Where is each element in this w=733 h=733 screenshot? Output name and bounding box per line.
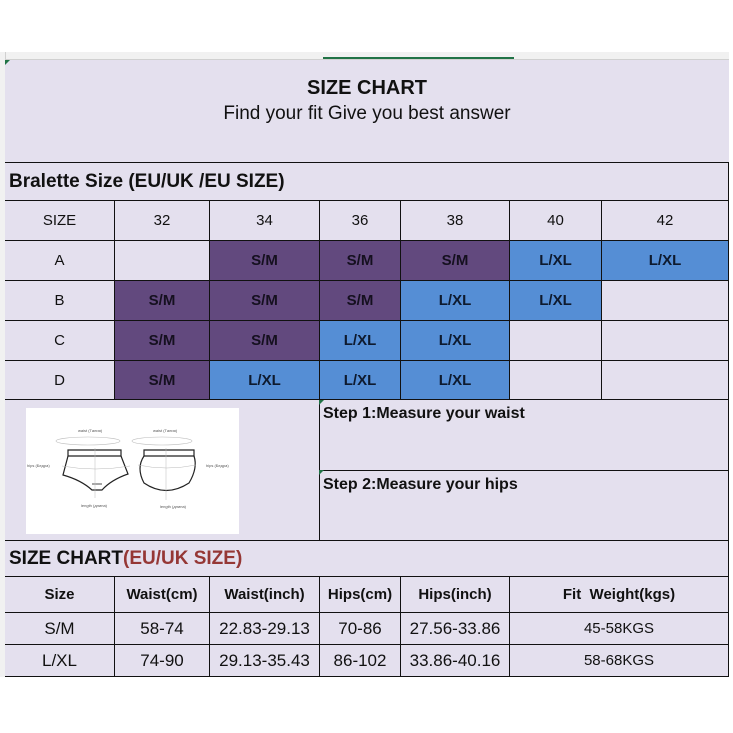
col-header-hips-cm: Hips(cm) [319,576,400,612]
table-cell: 27.56-33.86 [400,612,509,644]
length-label-left: length (длина) [81,503,108,508]
size-cell: S/M [319,280,400,320]
size-cell: L/XL [400,280,509,320]
band-36: 36 [319,200,400,240]
size-label: SIZE [5,200,114,240]
col-header-waist-cm: Waist(cm) [114,576,209,612]
size-cell: S/M [114,280,209,320]
col-header-size: Size [5,576,114,612]
size-cell: S/M [319,240,400,280]
bralette-section-title: Bralette Size (EU/UK /EU SIZE) [5,162,729,200]
table-cell: 58-74 [114,612,209,644]
size-cell [601,280,729,320]
step-2-text: Step 2:Measure your hips [319,470,729,540]
size-cell: L/XL [601,240,729,280]
hips-label-left: hips (Бедра) [27,463,50,468]
size-cell: L/XL [509,280,601,320]
length-label-right: length (длина) [160,504,187,509]
size-cell [509,360,601,400]
cell-comment-marker [319,400,324,405]
table-cell: 74-90 [114,644,209,677]
column-header-strip [5,52,729,60]
col-header-waist-inch: Waist(inch) [209,576,319,612]
measurement-diagram [26,408,239,534]
band-32: 32 [114,200,209,240]
cup-a: A [5,240,114,280]
band-38: 38 [400,200,509,240]
size-cell: S/M [114,360,209,400]
table-cell: 33.86-40.16 [400,644,509,677]
band-34: 34 [209,200,319,240]
cup-d: D [5,360,114,400]
waist-label-right: waist (Талия) [153,428,178,433]
size-chart-title-accent: (EU/UK SIZE) [123,547,243,569]
size-cell [601,320,729,360]
col-header-fit-weight: Fit Weight(kgs) [509,576,729,612]
size-cell: S/M [400,240,509,280]
cup-c: C [5,320,114,360]
selected-column-indicator [323,57,514,59]
table-cell-size: L/XL [5,644,114,677]
hips-label-right: hips (Бедра) [206,463,229,468]
table-cell: 70-86 [319,612,400,644]
size-cell: L/XL [509,240,601,280]
band-42: 42 [601,200,729,240]
page-subtitle: Find your fit Give you best answer [223,103,511,124]
band-40: 40 [509,200,601,240]
briefs-diagram-icon [26,408,239,534]
table-cell: 29.13-35.43 [209,644,319,677]
table-cell: 22.83-29.13 [209,612,319,644]
size-cell [114,240,209,280]
size-cell: L/XL [400,320,509,360]
size-cell: L/XL [209,360,319,400]
size-cell [601,360,729,400]
waist-label-left: waist (Талия) [78,428,103,433]
size-chart-section-title [5,540,729,576]
cup-b: B [5,280,114,320]
step-1-text: Step 1:Measure your waist [319,400,729,470]
cell-comment-marker [319,470,324,475]
table-cell: 45-58KGS [509,612,729,644]
size-cell [509,320,601,360]
size-cell: L/XL [319,360,400,400]
size-cell: L/XL [400,360,509,400]
size-cell: L/XL [319,320,400,360]
cell-comment-marker [5,60,10,65]
table-cell: 86-102 [319,644,400,677]
table-cell-size: S/M [5,612,114,644]
size-cell: S/M [209,280,319,320]
size-cell: S/M [114,320,209,360]
table-cell: 58-68KGS [509,644,729,677]
size-chart-title-main: SIZE CHART [9,547,123,569]
size-cell: S/M [209,320,319,360]
page-title: SIZE CHART [307,77,427,99]
col-header-hips-inch: Hips(inch) [400,576,509,612]
size-cell: S/M [209,240,319,280]
